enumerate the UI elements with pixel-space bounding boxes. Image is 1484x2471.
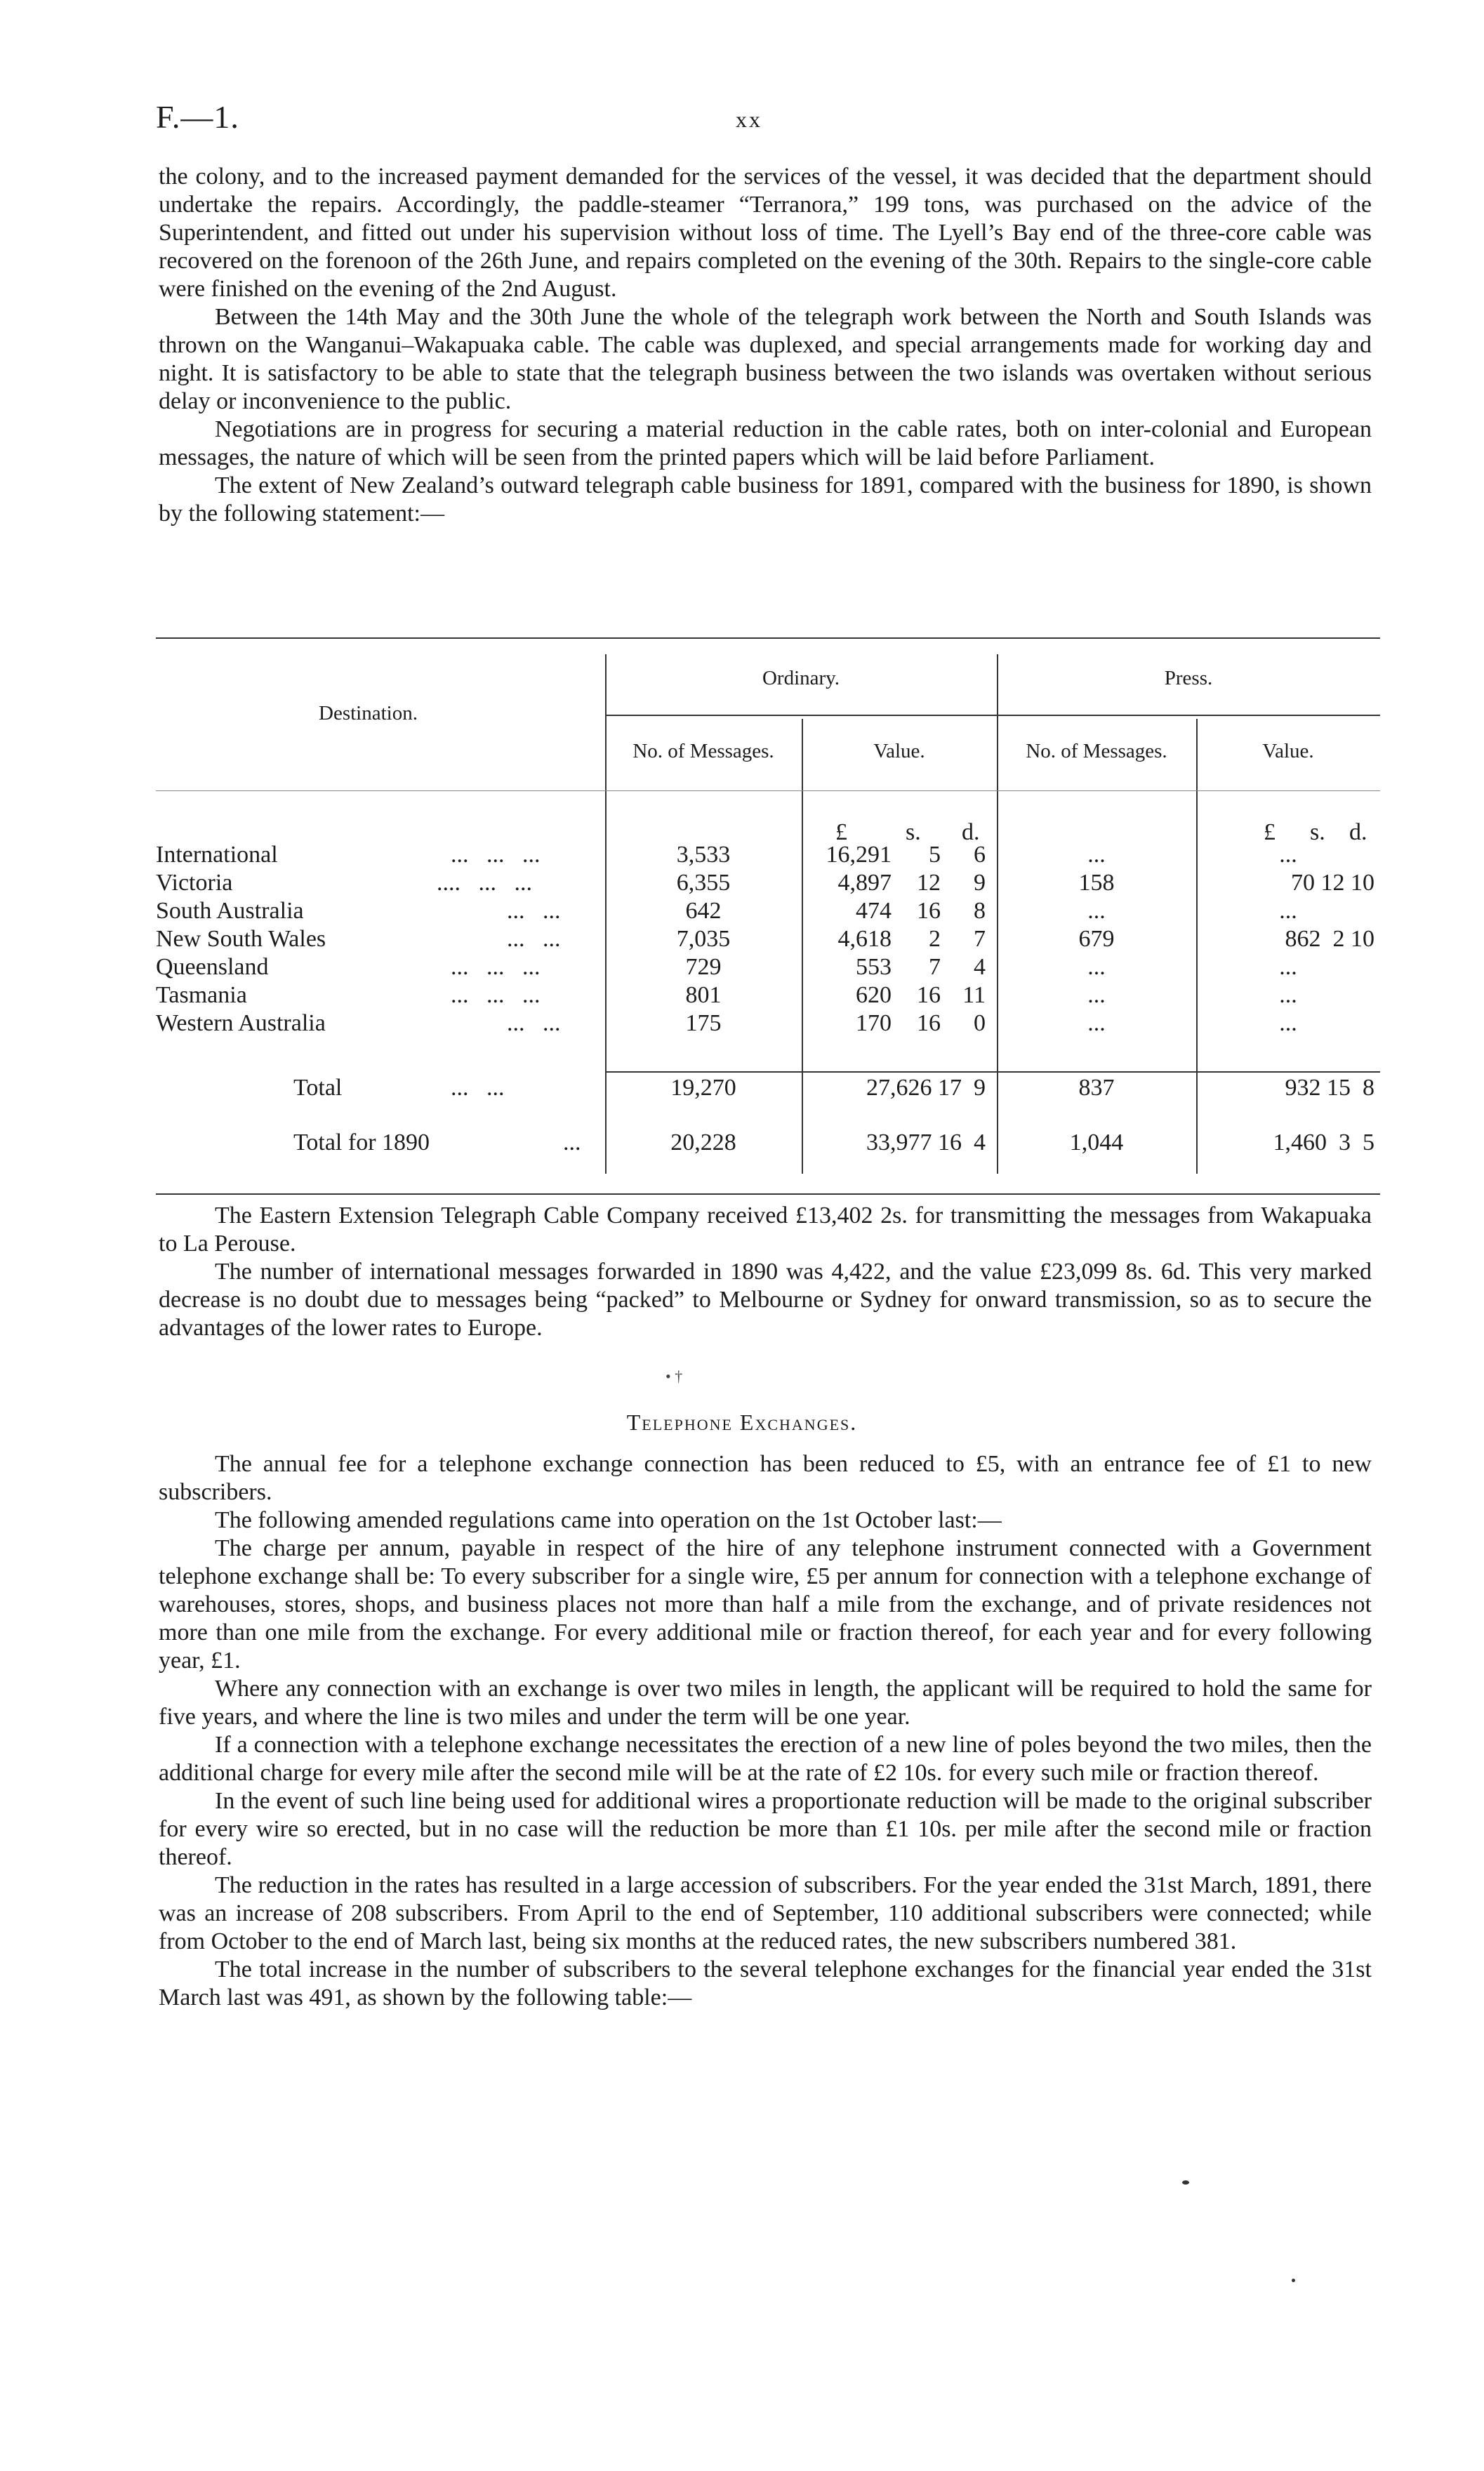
total-1890-press-value: 1,460 3 5 [1273, 1129, 1374, 1155]
total-1890-ordinary-value: 33,977 16 4 [866, 1129, 986, 1155]
ordinary-count-cell: 3,533 [676, 842, 731, 868]
ordinary-pence-cell: 0 [974, 1010, 986, 1036]
total-ordinary-value: 27,626 17 9 [866, 1075, 986, 1101]
destination-cell: Western Australia [156, 1010, 326, 1036]
ink-speck [1292, 2279, 1295, 2282]
leader-dots: ... ... ... [451, 982, 541, 1008]
press-count-cell: ... [1087, 1010, 1106, 1036]
total-press-count: 837 [1078, 1075, 1115, 1101]
press-count-cell: ... [1087, 842, 1106, 868]
asterisk-mark-icon: • † [665, 1367, 683, 1385]
leader-dots: ... ... ... [451, 954, 541, 980]
destination-cell: Victoria [156, 870, 233, 896]
table-rule-total [605, 1071, 1380, 1073]
unit-pounds: £ [835, 819, 847, 845]
paragraph: the colony, and to the increased payment demanded for the services of the vessel, it was decided that the department should undertake the repairs. Accordingly, the paddle-steamer “Terranora,” 199 tons, was purchased on the advice of the Superintendent, and fitted out under his supervision without loss of time. The Lyell’s Bay end of the three-core cable was recovered on the forenoon of the 26th June, and repairs completed on the evening of the 30th. Repairs to the single-core cable were finished on the evening of the 2nd August. [159, 164, 1372, 302]
press-count-cell: ... [1087, 982, 1106, 1008]
ordinary-count-cell: 729 [685, 954, 722, 980]
paragraph: The Eastern Extension Telegraph Cable Company received £13,402 2s. for transmitting the messages from Wakapuaka to La Perouse. [159, 1203, 1372, 1257]
unit-pounds: £ [1264, 819, 1276, 845]
destination-cell: New South Wales [156, 926, 326, 952]
press-value-cell: ... [1279, 1010, 1297, 1036]
press-count-cell: ... [1087, 898, 1106, 924]
table-rule-bottom [156, 1193, 1380, 1195]
ordinary-count-cell: 175 [685, 1010, 722, 1036]
cable-business-table [156, 637, 1380, 1193]
leader-dots: ... ... [507, 926, 561, 952]
paragraph: Between the 14th May and the 30th June the whole of the telegraph work between the North and South Islands was thrown on the Wanganui–Wakapuaka cable. The cable was duplexed, and special arrangements made for working day and night. It is satisfactory to be able to state that the telegraph business between the two islands was overtaken without serious delay or inconvenience to the public. [159, 304, 1372, 414]
telephone-paragraphs [159, 1450, 1372, 2012]
unit-pence: d. [1349, 819, 1367, 845]
ordinary-pounds-cell: 170 [856, 1010, 892, 1036]
ordinary-pounds-cell: 4,618 [837, 926, 892, 952]
page-code: F.—1. [156, 99, 239, 135]
paragraph: The total increase in the number of subscribers to the several telephone exchanges for the financial year ended the 31st March last was 491, as shown by the following table:— [159, 1956, 1372, 2010]
table-rule-header [156, 790, 1380, 791]
paragraph: The number of international messages forwarded in 1890 was 4,422, and the value £23,099 8s. 6d. This very marked decrease is no doubt due to messages being “packed” to Melbourne or Sydney for onward transmission, so as to secure the advantages of the lower rates to Europe. [159, 1259, 1372, 1341]
paragraph: Where any connection with an exchange is over two miles in length, the applicant will be required to hold the same for five years, and where the line is two miles and under the term will be one year. [159, 1676, 1372, 1730]
ordinary-pence-cell: 8 [974, 898, 986, 924]
total-1890-dots: ... [563, 1129, 581, 1155]
press-count-header: No. of Messages. [1026, 740, 1167, 762]
paragraph: The reduction in the rates has resulted in a large accession of subscribers. For the year ended the 31st March, 1891, there was an increase of 208 subscribers. From April to the end of September, 110 additional subscribers were connected; while from October to the end of March last, being six months at the reduced rates, the new subscribers numbered 381. [159, 1872, 1372, 1954]
unit-shillings: s. [1310, 819, 1325, 845]
ordinary-pounds-cell: 16,291 [826, 842, 892, 868]
paragraph: Negotiations are in progress for securing a material reduction in the cable rates, both on inter-colonial and European messages, the nature of which will be seen from the printed papers which will be laid before Parliament. [159, 416, 1372, 470]
ordinary-count-cell: 6,355 [676, 870, 731, 896]
ordinary-shillings-cell: 16 [917, 1010, 941, 1036]
ordinary-pounds-cell: 474 [856, 898, 892, 924]
paragraph: The charge per annum, payable in respect of the hire of any telephone instrument connected with a Government telephone exchange shall be: To every subscriber for a single wire, £5 per annum for connection with a telephone exchange of warehouses, stores, shops, and business places not more than half a mile from the exchange, and of private residences not more than one mile from the exchange. For every additional mile or fraction thereof, for each year and for every following year, £1. [159, 1535, 1372, 1674]
paragraph: The annual fee for a telephone exchange connection has been reduced to £5, with an entrance fee of £1 to new subscribers. [159, 1451, 1372, 1505]
press-value-cell: ... [1279, 842, 1297, 868]
section-title: Telephone Exchanges. [626, 1410, 858, 1435]
total-press-value: 932 15 8 [1285, 1075, 1374, 1101]
ordinary-count-cell: 7,035 [676, 926, 731, 952]
leader-dots: ... ... [507, 1010, 561, 1036]
ordinary-count-cell: 642 [685, 898, 722, 924]
ordinary-pence-cell: 6 [974, 842, 986, 868]
total-dots: ... ... [451, 1075, 505, 1101]
unit-pence: d. [962, 819, 980, 845]
leader-dots: .... ... ... [437, 870, 532, 896]
destination-cell: International [156, 842, 278, 868]
ordinary-shillings-cell: 16 [917, 982, 941, 1008]
ordinary-shillings-cell: 5 [929, 842, 941, 868]
ordinary-pence-cell: 11 [962, 982, 986, 1008]
leader-dots: ... ... [507, 898, 561, 924]
table-rule-group [605, 715, 1380, 716]
total-1890-ordinary-count: 20,228 [670, 1129, 736, 1155]
ordinary-pounds-cell: 4,897 [837, 870, 892, 896]
press-value-cell: ... [1279, 954, 1297, 980]
destination-header: Destination. [319, 702, 418, 724]
press-count-cell: 158 [1078, 870, 1115, 896]
paragraph: In the event of such line being used for additional wires a proportionate reduction will be made to the original subscriber for every wire so erected, but in no case will the reduction be more than £1 10s. per mile after the second mile or fraction thereof. [159, 1788, 1372, 1870]
ordinary-count-cell: 801 [685, 982, 722, 1008]
press-header: Press. [1164, 667, 1213, 689]
table-rule-top [156, 637, 1380, 639]
ordinary-shillings-cell: 7 [929, 954, 941, 980]
press-value-cell: 70 12 10 [1291, 870, 1374, 896]
ordinary-shillings-cell: 2 [929, 926, 941, 952]
destination-cell: South Australia [156, 898, 304, 924]
ordinary-pounds-cell: 553 [856, 954, 892, 980]
ordinary-pence-cell: 9 [974, 870, 986, 896]
paragraph: The extent of New Zealand’s outward telegraph cable business for 1891, compared with the business for 1890, is shown by the following statement:— [159, 472, 1372, 526]
total-1890-label: Total for 1890 [293, 1129, 430, 1155]
intro-paragraphs [159, 163, 1372, 528]
press-value-header: Value. [1262, 740, 1314, 762]
post-table-paragraphs [159, 1202, 1372, 1342]
total-1890-press-count: 1,044 [1069, 1129, 1124, 1155]
press-count-cell: ... [1087, 954, 1106, 980]
ordinary-pence-cell: 7 [974, 926, 986, 952]
destination-cell: Tasmania [156, 982, 247, 1008]
leader-dots: ... ... ... [451, 842, 541, 868]
ink-speck [1182, 2180, 1189, 2185]
press-value-cell: 862 2 10 [1285, 926, 1374, 952]
paragraph: If a connection with a telephone exchange necessitates the erection of a new line of poles beyond the two miles, then the additional charge for every mile after the second mile will be at the rate of £2 10s. for every such mile or fraction thereof. [159, 1732, 1372, 1786]
total-label: Total [293, 1075, 343, 1101]
total-ordinary-count: 19,270 [670, 1075, 736, 1101]
ordinary-header: Ordinary. [762, 667, 840, 689]
ordinary-pence-cell: 4 [974, 954, 986, 980]
ordinary-pounds-cell: 620 [856, 982, 892, 1008]
ordinary-shillings-cell: 16 [917, 898, 941, 924]
page-number: xx [736, 107, 762, 132]
press-count-cell: 679 [1078, 926, 1115, 952]
destination-cell: Queensland [156, 954, 269, 980]
ordinary-count-header: No. of Messages. [632, 740, 774, 762]
press-value-cell: ... [1279, 982, 1297, 1008]
ordinary-shillings-cell: 12 [917, 870, 941, 896]
paragraph: The following amended regulations came into operation on the 1st October last:— [215, 1507, 1002, 1533]
ordinary-value-header: Value. [873, 740, 925, 762]
press-value-cell: ... [1279, 898, 1297, 924]
unit-shillings: s. [906, 819, 921, 845]
